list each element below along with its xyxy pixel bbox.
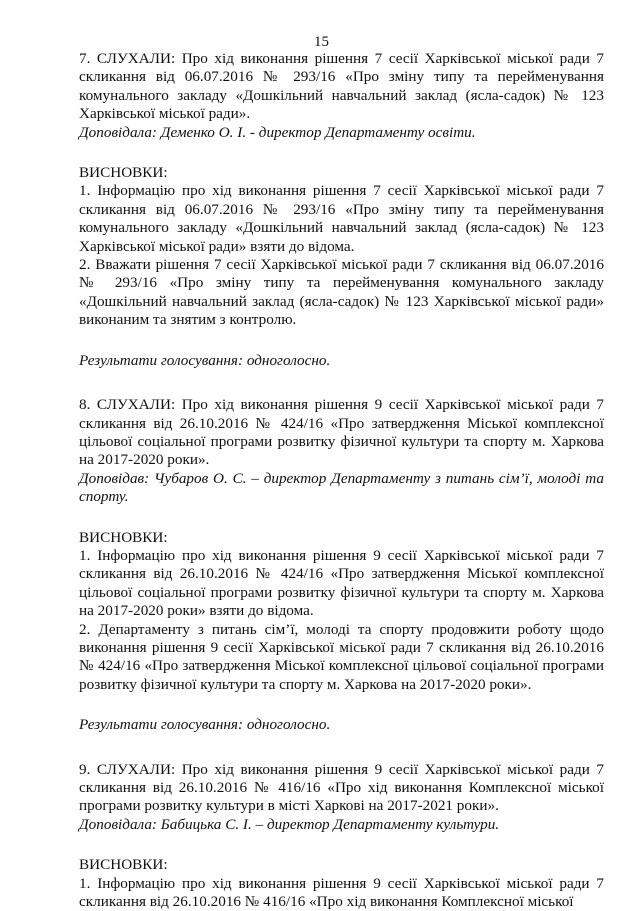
page-number: 15 bbox=[314, 34, 329, 50]
item-7-heard: 7. СЛУХАЛИ: Про хід виконання рішення 7 сесії Харківської міської ради 7 скликання від 06.07.2016 № 293/16 «Про зміну типу та перейменування комунального закладу «Дошкільний навчальний заклад (ясла-садок) № 123 Харківської міської ради». bbox=[79, 50, 604, 123]
item-7-speaker: Доповідала: Деменко О. І. - директор Департаменту освіти. bbox=[79, 123, 476, 141]
item-7-vote: Результати голосування: одноголосно. bbox=[79, 351, 331, 369]
item-9-conclusions-heading: ВИСНОВКИ: bbox=[79, 856, 168, 874]
item-8-conclusion-2: 2. Департаменту з питань сім’ї, молоді та спорту продовжити роботу щодо виконання рішення 9 сесії Харківської міської ради 7 скликання від 26.10.2016 № 424/16 «Про затвердження Міської комплексної цільової соціальної програми розвитку фізичної культури та спорту м. Харкова на 2017-2020 роки». bbox=[79, 620, 604, 693]
item-7-conclusion-1: 1. Інформацію про хід виконання рішення 7 сесії Харківської міської ради 7 скликання від 06.07.2016 № 293/16 «Про зміну типу та перейменування комунального закладу «Дошкільний навчальний заклад (ясла-садок) № 123 Харківської міської ради» взяти до відома. bbox=[79, 182, 604, 255]
item-8-conclusions-heading: ВИСНОВКИ: bbox=[79, 528, 168, 546]
item-7-conclusions-heading: ВИСНОВКИ: bbox=[79, 164, 168, 182]
item-8-speaker: Доповідав: Чубаров О. С. – директор Департаменту з питань сім’ї, молоді та спорту. bbox=[79, 469, 604, 506]
item-9-conclusion-1: 1. Інформацію про хід виконання рішення 9 сесії Харківської міської ради 7 скликання від 26.10.2016 № 416/16 «Про хід виконання Комплексної міської bbox=[79, 874, 604, 911]
item-8-conclusion-1: 1. Інформацію про хід виконання рішення 9 сесії Харківської міської ради 7 скликання від 26.10.2016 № 424/16 «Про затвердження Міської комплексної цільової соціальної програми розвитку фізичної культури та спорту м. Харкова на 2017-2020 роки» взяти до відома. bbox=[79, 546, 604, 620]
item-8-vote: Результати голосування: одноголосно. bbox=[79, 716, 331, 734]
item-9-speaker: Доповідала: Бабицька С. І. – директор Департаменту культури. bbox=[79, 815, 500, 833]
item-7-conclusion-2: 2. Вважати рішення 7 сесії Харківської міської ради 7 скликання від 06.07.2016 № 293/16 «Про зміну типу та перейменування комунального закладу «Дошкільний навчальний заклад (ясла-садок) № 123 Харківської міської ради» виконаним та знятим з контролю. bbox=[79, 256, 604, 329]
item-9-heard: 9. СЛУХАЛИ: Про хід виконання рішення 9 сесії Харківської міської ради 7 скликання від 26.10.2016 № 416/16 «Про хід виконання Комплексної міської програми розвитку культури в місті Харкові на 2017-2021 роки». bbox=[79, 760, 604, 815]
page-content bbox=[79, 50, 604, 911]
item-8-heard: 8. СЛУХАЛИ: Про хід виконання рішення 9 сесії Харківської міської ради 7 скликання від 26.10.2016 № 424/16 «Про затвердження Міської комплексної цільової соціальної програми розвитку фізичної культури та спорту м. Харкова на 2017-2020 роки». bbox=[79, 396, 604, 469]
